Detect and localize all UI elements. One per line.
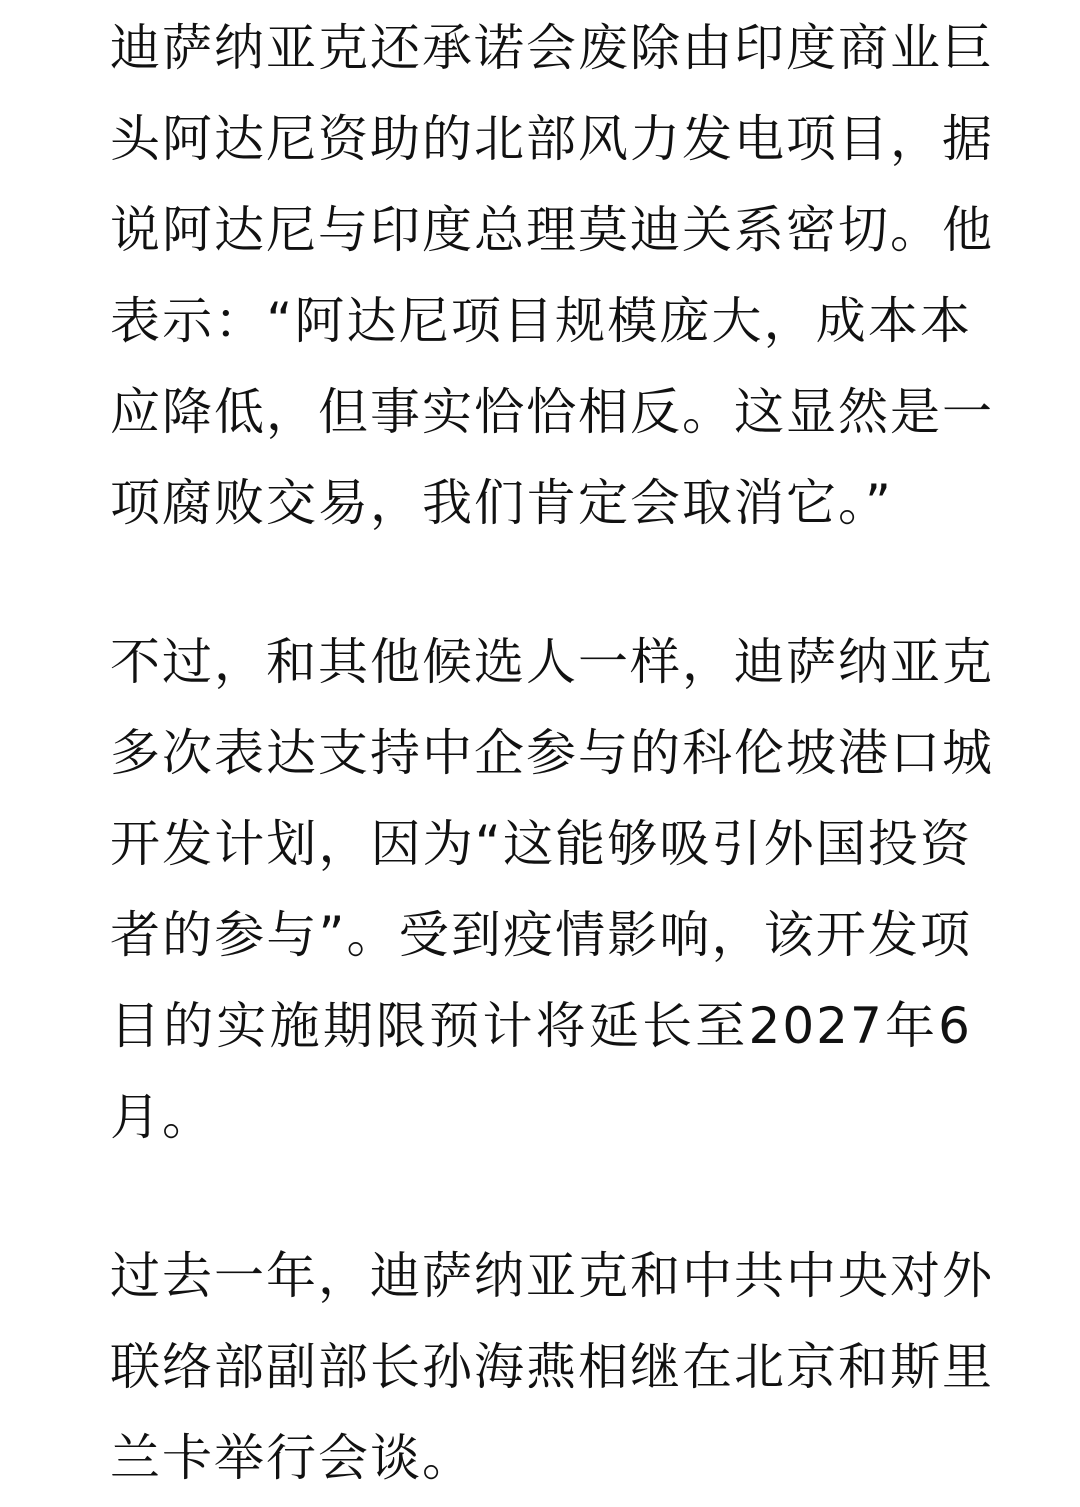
- paragraph-3: [110, 1231, 994, 1504]
- text-line: 联络部副部长孙海燕相继在北京和斯里: [110, 1338, 994, 1396]
- text-line: 者的参与”。受到疫情影响，该开发项: [110, 906, 972, 964]
- text-line: 项腐败交易，我们肯定会取消它。”: [110, 474, 893, 532]
- text-line: 目的实施期限预计将延长至2027年6: [110, 997, 972, 1055]
- text-line: 迪萨纳亚克还承诺会废除由印度商业巨: [110, 19, 994, 77]
- text-line: 说阿达尼与印度总理莫迪关系密切。他: [110, 201, 994, 259]
- text-line: 头阿达尼资助的北部风力发电项目，据: [110, 110, 994, 168]
- text-line: 月。: [110, 1088, 214, 1146]
- text-line: 过去一年，迪萨纳亚克和中共中央对外: [110, 1247, 994, 1305]
- text-line: 多次表达支持中企参与的科伦坡港口城: [110, 724, 994, 782]
- paragraph-1: [110, 3, 994, 549]
- text-line: 不过，和其他候选人一样，迪萨纳亚克: [110, 633, 994, 691]
- text-line: 兰卡举行会谈。: [110, 1429, 474, 1487]
- paragraph-2: [110, 617, 994, 1163]
- paragraph-spacer: [110, 549, 972, 617]
- text-line: 开发计划，因为“这能够吸引外国投资: [110, 815, 972, 873]
- paragraph-spacer: [110, 1163, 972, 1231]
- article-body: [110, 0, 994, 1504]
- text-line: 表示：“阿达尼项目规模庞大，成本本: [110, 292, 972, 350]
- text-line: 应降低，但事实恰恰相反。这显然是一: [110, 383, 994, 441]
